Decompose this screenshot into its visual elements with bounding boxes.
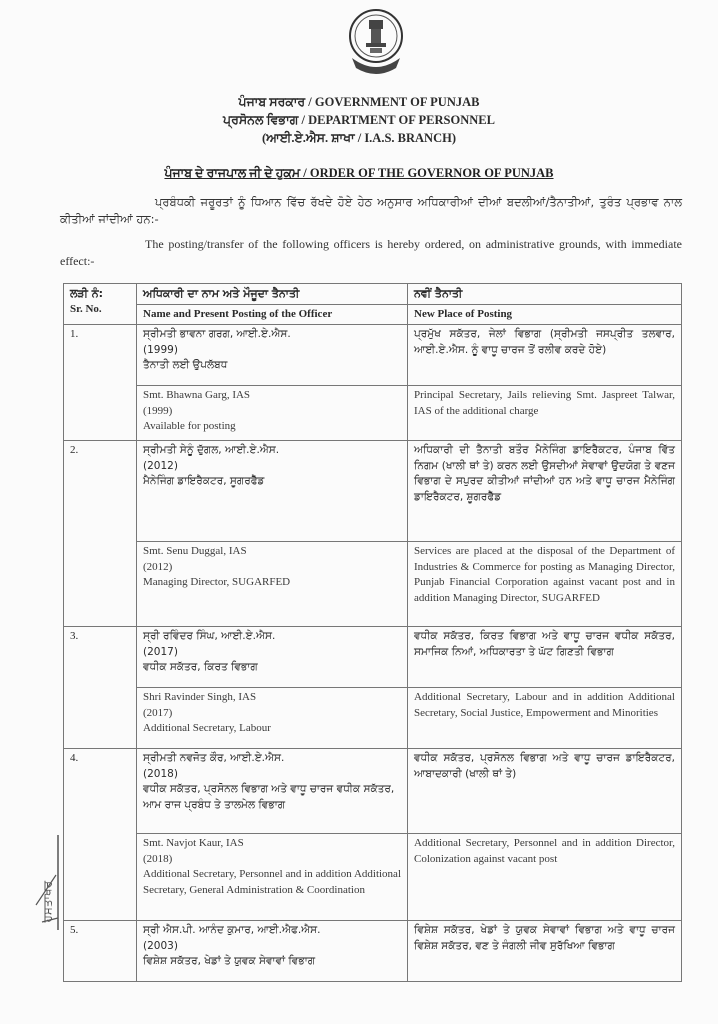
row-name-en [137, 688, 408, 749]
table-row [64, 688, 682, 749]
row-name-en [137, 542, 408, 627]
header-sr-pa: ਲੜੀ ਨੰ: [70, 287, 104, 300]
header-name-en: Name and Present Posting of the Officer [137, 304, 408, 325]
row-serial: 2. [64, 441, 137, 627]
row-new-posting-pa: ਵਧੀਕ ਸਕੱਤਰ, ਪ੍ਰਸੋਨਲ ਵਿਭਾਗ ਅਤੇ ਵਾਧੂ ਚਾਰਜ ਡਾਇਰੈਕਟਰ, ਆਬਾਦਕਾਰੀ (ਖਾਲੀ ਥਾਂ ਤੇ) [408, 749, 682, 834]
table-row [64, 441, 682, 542]
table-row [64, 749, 682, 834]
department-heading: ਪ੍ਰਸੋਨਲ ਵਿਭਾਗ / DEPARTMENT OF PERSONNEL [223, 113, 495, 127]
row-name-pa [137, 921, 408, 982]
row-serial: 5. [64, 921, 137, 982]
batch-year-en: (2017) [143, 706, 173, 719]
batch-year-en: (2012) [143, 560, 173, 573]
table-row [64, 542, 682, 627]
officer-name-pa: ਸ੍ਰੀ ਐਸ.ਪੀ. ਆਨੰਦ ਕੁਮਾਰ, ਆਈ.ਐਫ.ਐਸ. [143, 924, 321, 936]
row-name-en [137, 386, 408, 441]
row-new-posting-pa: ਵਧੀਕ ਸਕੱਤਰ, ਕਿਰਤ ਵਿਭਾਗ ਅਤੇ ਵਾਧੂ ਚਾਰਜ ਵਧੀਕ ਸਕੱਤਰ, ਸਮਾਜਿਕ ਨਿਆਂ, ਅਧਿਕਾਰਤਾ ਤੇ ਘੱਟ ਗਿਣਤੀ ਵਿਭਾਗ [408, 627, 682, 688]
posting-table [63, 283, 682, 982]
row-new-posting-pa: ਅਧਿਕਾਰੀ ਦੀ ਤੈਨਾਤੀ ਬਤੌਰ ਮੈਨੇਜਿੰਗ ਡਾਇਰੈਕਟਰ, ਪੰਜਾਬ ਵਿੱਤ ਨਿਗਮ (ਖਾਲੀ ਥਾਂ ਤੇ) ਕਰਨ ਲਈ ਉਸਦੀਆਂ ਸੇਵਾਵਾਂ ਉਦਯੋਗ ਤੇ ਵਣਜ ਵਿਭਾਗ ਦੇ ਸਪੁਰਦ ਕੀਤੀਆਂ ਜਾਂਦੀਆਂ ਹਨ ਅਤੇ ਵਾਧੂ ਚਾਰਜ ਮੈਨੇਜਿੰਗ ਡਾਇਰੈਕਟਰ, ਸ਼ੂਗਰਫੈੱਡ [408, 441, 682, 542]
officer-name-pa: ਸ੍ਰੀਮਤੀ ਭਾਵਨਾ ਗਰਗ, ਆਈ.ਏ.ਐਸ. [143, 328, 291, 340]
present-posting-pa: ਤੈਨਾਤੀ ਲਈ ਉਪਲੱਬਧ [143, 359, 228, 371]
branch-heading: (ਆਈ.ਏ.ਐਸ. ਸ਼ਾਖਾ / I.A.S. BRANCH) [261, 131, 456, 145]
header-sr-en: Sr. No. [70, 302, 102, 315]
present-posting-en: Available for posting [143, 420, 236, 432]
row-new-posting-pa: ਵਿਸ਼ੇਸ਼ ਸਕੱਤਰ, ਖੇਡਾਂ ਤੇ ਯੁਵਕ ਸੇਵਾਵਾਂ ਵਿਭਾਗ ਅਤੇ ਵਾਧੂ ਚਾਰਜ ਵਿਸ਼ੇਸ਼ ਸਕੱਤਰ, ਵਣ ਤੇ ਜੰਗਲੀ ਜੀਵ ਸੁਰੱਖਿਆ ਵਿਭਾਗ [408, 921, 682, 982]
row-name-pa [137, 627, 408, 688]
batch-year-en: (1999) [143, 404, 173, 417]
row-name-en [137, 834, 408, 921]
intro-punjabi: ਪ੍ਰਬੰਧਕੀ ਜਰੂਰਤਾਂ ਨੂੰ ਧਿਆਨ ਵਿੱਚ ਰੱਖਦੇ ਹੋਏ ਹੇਠ ਅਨੁਸਾਰ ਅਧਿਕਾਰੀਆਂ ਦੀਆਂ ਬਦਲੀਆਂ/ਤੈਨਾਤੀਆਂ, ਤੁਰੰਤ ਪ੍ਰਭਾਵ ਨਾਲ ਕੀਤੀਆਂ ਜਾਂਦੀਆਂ ਹਨ:- [60, 195, 682, 226]
row-new-posting-en: Principal Secretary, Jails relieving Smt. Jaspreet Talwar, IAS of the additional charge [408, 386, 682, 441]
batch-year-pa: (2003) [143, 939, 178, 952]
table-row [64, 325, 682, 386]
officer-name-pa: ਸ੍ਰੀਮਤੀ ਸੇਨੂੰ ਦੁੱਗਲ, ਆਈ.ਏ.ਐਸ. [143, 444, 280, 456]
present-posting-en: Additional Secretary, Personnel and in addition Additional Secretary, General Administration & Coordination [143, 868, 401, 896]
row-serial: 3. [64, 627, 137, 749]
batch-year-pa: (2012) [143, 459, 178, 472]
row-new-posting-pa: ਪ੍ਰਮੁੱਖ ਸਕੱਤਰ, ਜੇਲਾਂ ਵਿਭਾਗ (ਸ੍ਰੀਮਤੀ ਜਸਪ੍ਰੀਤ ਤਲਵਾਰ, ਆਈ.ਏ.ਐਸ. ਨੂੰ ਵਾਧੂ ਚਾਰਜ ਤੋਂ ਰਲੀਵ ਕਰਦੇ ਹੋਏ) [408, 325, 682, 386]
signature-text: ਹਸਤਾਖਰ [40, 880, 55, 923]
order-title: ਪੰਜਾਬ ਦੇ ਰਾਜਪਾਲ ਜੀ ਦੇ ਹੁਕਮ / ORDER OF THE GOVERNOR OF PUNJAB [164, 166, 554, 180]
batch-year-en: (2018) [143, 852, 173, 865]
row-serial: 1. [64, 325, 137, 441]
present-posting-pa: ਵਿਸ਼ੇਸ਼ ਸਕੱਤਰ, ਖੇਡਾਂ ਤੇ ਯੁਵਕ ਸੇਵਾਵਾਂ ਵਿਭਾਗ [143, 955, 316, 967]
batch-year-pa: (1999) [143, 343, 178, 356]
officer-name-en: Smt. Bhawna Garg, IAS [143, 389, 251, 401]
header-name-pa: ਅਧਿਕਾਰੀ ਦਾ ਨਾਮ ਅਤੇ ਮੌਜੂਦਾ ਤੈਨਾਤੀ [137, 284, 408, 305]
present-posting-pa: ਮੈਨੇਜਿੰਗ ਡਾਇਰੈਕਟਰ, ਸੂਗਰਫੈੱਡ [143, 475, 265, 487]
officer-name-en: Smt. Navjot Kaur, IAS [143, 837, 244, 849]
handwritten-signature [28, 830, 68, 935]
state-emblem-icon [344, 6, 408, 78]
present-posting-pa: ਵਧੀਕ ਸਕੱਤਰ, ਪ੍ਰਸੋਨਲ ਵਿਭਾਗ ਅਤੇ ਵਾਧੂ ਚਾਰਜ ਵਧੀਕ ਸਕੱਤਰ, ਆਮ ਰਾਜ ਪ੍ਰਬੰਧ ਤੇ ਤਾਲਮੇਲ ਵਿਭਾਗ [143, 783, 395, 811]
batch-year-pa: (2018) [143, 767, 178, 780]
header-sr [64, 284, 137, 325]
present-posting-pa: ਵਧੀਕ ਸਕੱਤਰ, ਕਿਰਤ ਵਿਭਾਗ [143, 661, 258, 673]
table-row [64, 834, 682, 921]
row-name-pa [137, 325, 408, 386]
header-new-en: New Place of Posting [408, 304, 682, 325]
table-row [64, 627, 682, 688]
row-new-posting-en: Additional Secretary, Personnel and in addition Director, Colonization against vacant post [408, 834, 682, 921]
present-posting-en: Additional Secretary, Labour [143, 722, 271, 734]
batch-year-pa: (2017) [143, 645, 178, 658]
row-new-posting-en: Additional Secretary, Labour and in addition Additional Secretary, Social Justice, Empowerment and Minorities [408, 688, 682, 749]
header-new-pa: ਨਵੀਂ ਤੈਨਾਤੀ [408, 284, 682, 305]
row-serial: 4. [64, 749, 137, 921]
officer-name-pa: ਸ੍ਰੀ ਰਵਿੰਦਰ ਸਿੰਘ, ਆਈ.ਏ.ਐਸ. [143, 630, 276, 642]
table-header-row-pa [64, 284, 682, 305]
row-name-pa [137, 441, 408, 542]
officer-name-pa: ਸ੍ਰੀਮਤੀ ਨਵਜੋਤ ਕੌਰ, ਆਈ.ਏ.ਐਸ. [143, 752, 285, 764]
row-name-pa [137, 749, 408, 834]
officer-name-en: Shri Ravinder Singh, IAS [143, 691, 257, 703]
row-new-posting-en: Services are placed at the disposal of the Department of Industries & Commerce for posting as Managing Director, Punjab Financial Corporation against vacant post and in addition Managing Director, SUGARFED [408, 542, 682, 627]
intro-english: The posting/transfer of the following officers is hereby ordered, on administrative grounds, with immediate effect:- [60, 237, 682, 268]
table-row [64, 921, 682, 982]
officer-name-en: Smt. Senu Duggal, IAS [143, 545, 247, 557]
government-heading: ਪੰਜਾਬ ਸਰਕਾਰ / GOVERNMENT OF PUNJAB [238, 95, 480, 109]
table-row [64, 386, 682, 441]
present-posting-en: Managing Director, SUGARFED [143, 576, 291, 588]
table-header-row-en [64, 304, 682, 325]
